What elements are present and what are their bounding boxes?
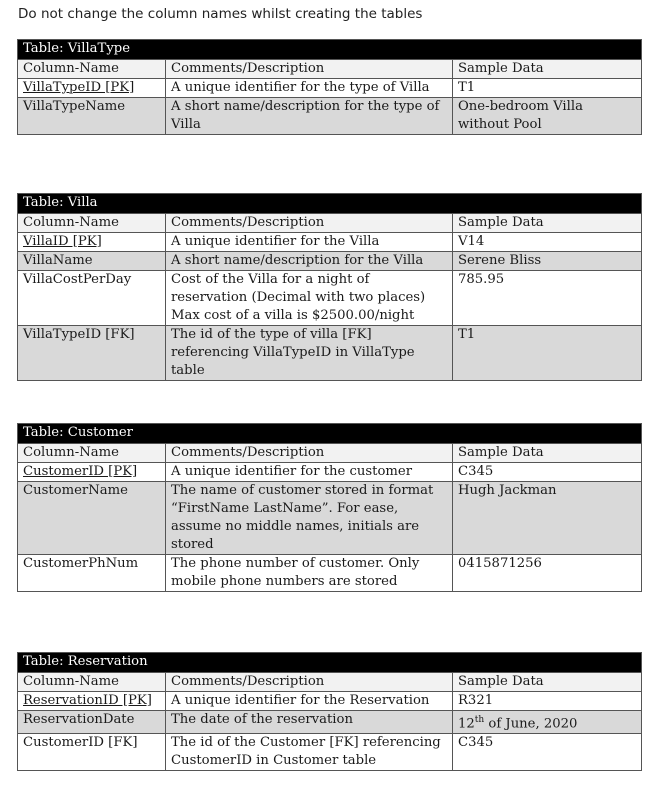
reservation-table	[17, 652, 642, 771]
sample-data-header: Sample Data	[453, 214, 642, 233]
column-name: VillaCostPerDay	[18, 271, 166, 326]
description-header: Comments/Description	[166, 60, 453, 79]
header-row	[18, 214, 642, 233]
description: The id of the Customer [FK] referencing CustomerID in Customer table	[166, 734, 453, 771]
sample-data-header: Sample Data	[453, 673, 642, 692]
table-row	[18, 463, 642, 482]
column-name: CustomerName	[18, 482, 166, 555]
column-name-header: Column-Name	[18, 444, 166, 463]
table-row	[18, 233, 642, 252]
sample-data-header: Sample Data	[453, 60, 642, 79]
sample-data: One-bedroom Villa without Pool	[453, 98, 642, 135]
sample-data: 785.95	[453, 271, 642, 326]
column-name: CustomerID [FK]	[18, 734, 166, 771]
description: The date of the reservation	[166, 711, 453, 734]
sample-data: C345	[453, 734, 642, 771]
sample-data-header: Sample Data	[453, 444, 642, 463]
table-row	[18, 326, 642, 381]
description: A unique identifier for the type of Villa	[166, 79, 453, 98]
table-title: Table: Customer	[18, 424, 642, 444]
table-row	[18, 79, 642, 98]
header-row	[18, 673, 642, 692]
description: A short name/description for the type of Villa	[166, 98, 453, 135]
sample-data: V14	[453, 233, 642, 252]
column-name-header: Column-Name	[18, 214, 166, 233]
table-title: Table: Reservation	[18, 653, 642, 673]
sample-data	[453, 711, 642, 734]
column-name: CustomerPhNum	[18, 555, 166, 592]
description: The phone number of customer. Only mobile phone numbers are stored	[166, 555, 453, 592]
table-title: Table: VillaType	[18, 40, 642, 60]
column-name: VillaID [PK]	[18, 233, 166, 252]
description-header: Comments/Description	[166, 444, 453, 463]
column-name: VillaTypeID [FK]	[18, 326, 166, 381]
sample-data: C345	[453, 463, 642, 482]
header-row	[18, 444, 642, 463]
description: A short name/description for the Villa	[166, 252, 453, 271]
description: A unique identifier for the customer	[166, 463, 453, 482]
villatype-table	[17, 39, 642, 135]
table-row	[18, 734, 642, 771]
sample-ordinal: th	[474, 715, 485, 725]
table-row	[18, 692, 642, 711]
customer-table	[17, 423, 642, 592]
column-name: ReservationID [PK]	[18, 692, 166, 711]
sample-data: Serene Bliss	[453, 252, 642, 271]
column-name: VillaName	[18, 252, 166, 271]
sample-data: 0415871256	[453, 555, 642, 592]
sample-data: Hugh Jackman	[453, 482, 642, 555]
villa-table	[17, 193, 642, 381]
description: The name of customer stored in format “FirstName LastName”. For ease, assume no middle names, initials are stored	[166, 482, 453, 555]
column-name: VillaTypeID [PK]	[18, 79, 166, 98]
sample-day: 12	[458, 716, 475, 732]
table-title: Table: Villa	[18, 194, 642, 214]
sample-data: T1	[453, 79, 642, 98]
sample-data: R321	[453, 692, 642, 711]
column-name: VillaTypeName	[18, 98, 166, 135]
column-name: CustomerID [PK]	[18, 463, 166, 482]
column-name-header: Column-Name	[18, 60, 166, 79]
sample-data: T1	[453, 326, 642, 381]
table-row	[18, 711, 642, 734]
table-row	[18, 252, 642, 271]
header-row	[18, 60, 642, 79]
table-row	[18, 98, 642, 135]
description: A unique identifier for the Reservation	[166, 692, 453, 711]
column-name-header: Column-Name	[18, 673, 166, 692]
column-name: ReservationDate	[18, 711, 166, 734]
description: A unique identifier for the Villa	[166, 233, 453, 252]
intro-note: Do not change the column names whilst creating the tables	[18, 6, 423, 22]
table-row	[18, 555, 642, 592]
table-row	[18, 271, 642, 326]
description: The id of the type of villa [FK] referencing VillaTypeID in VillaType table	[166, 326, 453, 381]
description-header: Comments/Description	[166, 673, 453, 692]
table-row	[18, 482, 642, 555]
description: Cost of the Villa for a night of reservation (Decimal with two places) Max cost of a villa is $2500.00/night	[166, 271, 453, 326]
description-header: Comments/Description	[166, 214, 453, 233]
sample-month-year: of June, 2020	[484, 716, 578, 732]
